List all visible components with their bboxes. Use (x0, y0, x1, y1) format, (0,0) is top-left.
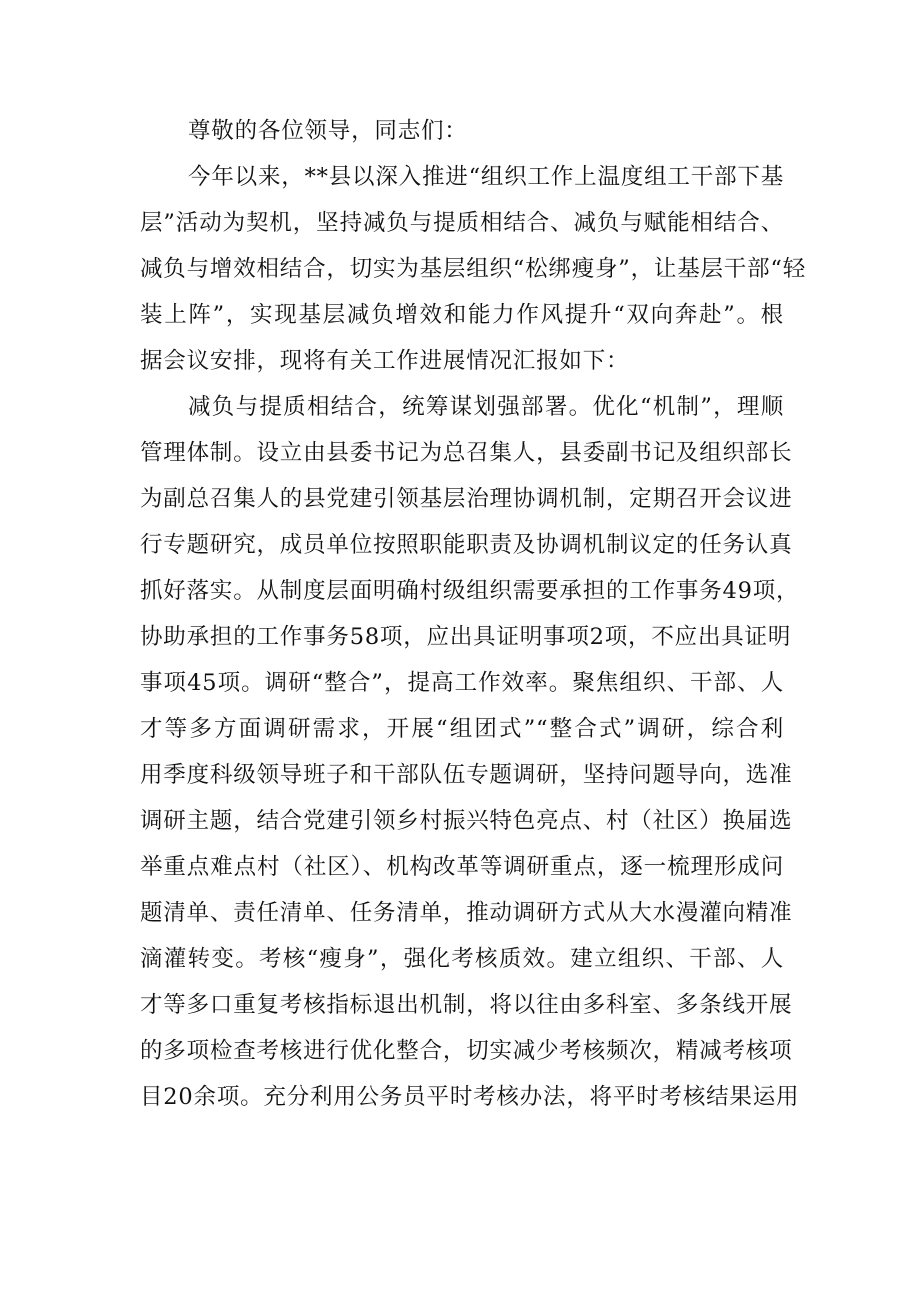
text-line: 目20余项。充分利用公务员平时考核办法，将平时考核结果运用 (140, 1084, 800, 1110)
document-body (140, 108, 807, 1120)
salutation: 尊敬的各位领导，同志们： (188, 118, 468, 144)
text-line: 据会议安排，现将有关工作进展情况汇报如下： (140, 348, 630, 374)
text-line: 管理体制。设立由县委书记为总召集人，县委副书记及组织部长 (140, 440, 793, 466)
text-line: 行专题研究，成员单位按照职能职责及协调机制议定的任务认真 (140, 532, 793, 558)
text-line: 层”活动为契机，坚持减负与提质相结合、减负与赋能相结合、 (140, 210, 784, 236)
text-line: 才等多方面调研需求，开展“组团式”“整合式”调研，综合利 (140, 716, 784, 742)
text-line: 的多项检查考核进行优化整合，切实减少考核频次，精减考核项 (140, 1038, 793, 1064)
text-line: 为副总召集人的县党建引领基层治理协调机制，定期召开会议进 (140, 486, 793, 512)
text-line: 减负与提质相结合，统筹谋划强部署。优化“机制”，理顺 (188, 394, 784, 420)
text-line: 抓好落实。从制度层面明确村级组织需要承担的工作事务49项， (140, 578, 800, 604)
text-line: 装上阵”，实现基层减负增效和能力作风提升“双向奔赴”。根 (140, 302, 784, 328)
text-line: 调研主题，结合党建引领乡村振兴特色亮点、村（社区）换届选 (140, 808, 793, 834)
paragraph-body (140, 384, 800, 1120)
text-line: 减负与增效相结合，切实为基层组织“松绑瘦身”，让基层干部“轻 (140, 256, 807, 282)
text-line: 举重点难点村（社区）、机构改革等调研重点，逐一梳理形成问 (140, 854, 784, 880)
text-line: 题清单、责任清单、任务清单，推动调研方式从大水漫灌向精准 (140, 900, 793, 926)
text-line: 才等多口重复考核指标退出机制，将以往由多科室、多条线开展 (140, 992, 793, 1018)
text-line: 事项45项。调研“整合”，提高工作效率。聚焦组织、干部、人 (140, 670, 784, 696)
text-line: 用季度科级领导班子和干部队伍专题调研，坚持问题导向，选准 (140, 762, 793, 788)
paragraph-intro (140, 154, 807, 384)
text-line: 今年以来，**县以深入推进“组织工作上温度组工干部下基 (188, 164, 784, 190)
text-line: 协助承担的工作事务58项，应出具证明事项2项，不应出具证明 (140, 624, 792, 650)
text-line: 滴灌转变。考核“瘦身”，强化考核质效。建立组织、干部、人 (140, 946, 784, 972)
